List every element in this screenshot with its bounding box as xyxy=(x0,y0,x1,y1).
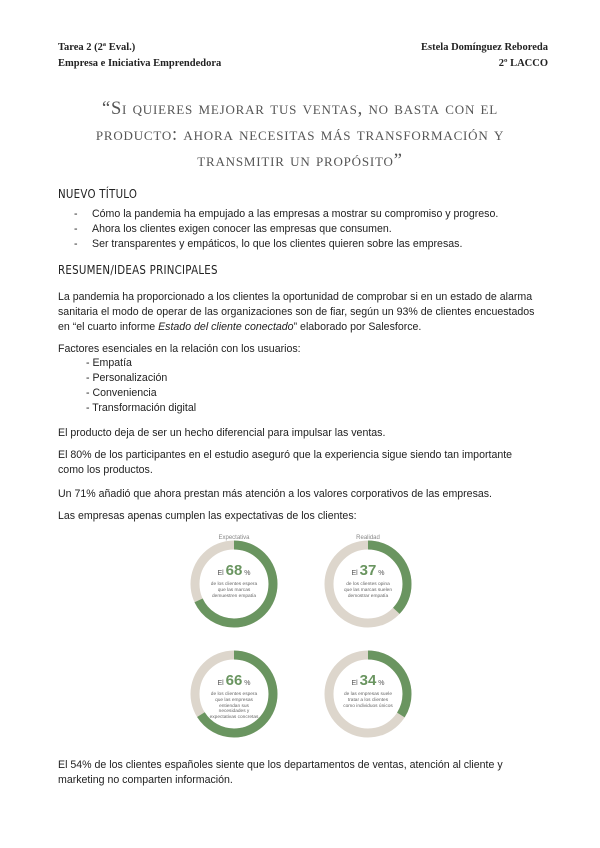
donut-value-label xyxy=(322,562,414,579)
donut-value: 37 xyxy=(359,562,377,579)
paragraph-80 xyxy=(58,448,558,478)
paragraph-line: El 54% de los clientes españoles siente que los departamentos de ventas, atención al cliente y xyxy=(58,759,503,771)
donut-value: 66 xyxy=(225,672,243,689)
donut-unit: % xyxy=(376,680,385,687)
title-line: transmitir un propósito” xyxy=(197,151,403,171)
bullet-text: Ahora los clientes exigen conocer las empresas que consumen. xyxy=(92,223,392,235)
bullet-item: - Ahora los clientes exigen conocer las empresas que consumen. xyxy=(74,223,392,235)
paragraph-pandemic xyxy=(58,290,558,335)
bullet-text: Cómo la pandemia ha empujado a las empresas a mostrar su compromiso y progreso. xyxy=(92,208,499,220)
factor-item: - Conveniencia xyxy=(86,387,157,399)
page-title xyxy=(30,96,570,174)
bullet-text: Ser transparentes y empáticos, lo que los clientes quieren sobre las empresas. xyxy=(92,238,463,250)
donut-center xyxy=(188,648,280,740)
paragraph-line xyxy=(58,320,558,335)
donut-value-label xyxy=(188,672,280,689)
donut-value-label xyxy=(188,562,280,579)
report-title: Estado del cliente conectado xyxy=(158,321,294,333)
section-heading-summary: RESUMEN/IDEAS PRINCIPALES xyxy=(58,262,218,277)
donut-center xyxy=(322,648,414,740)
paragraph-54 xyxy=(58,758,558,788)
donut-description: de los clientes espera que las empresas entiendan sus necesidades y expectativas concretas xyxy=(209,692,259,721)
donut-value-label xyxy=(322,672,414,689)
donut-center xyxy=(322,538,414,630)
donut-center xyxy=(188,538,280,630)
donut-unit: % xyxy=(242,570,251,577)
header-course: 2º LACCO xyxy=(498,58,548,69)
paragraph-expectations: Las empresas apenas cumplen las expectativas de los clientes: xyxy=(58,510,357,522)
donut-chart xyxy=(188,538,280,630)
donut-prefix: El xyxy=(217,570,226,577)
factors-intro: Factores esenciales en la relación con los usuarios: xyxy=(58,343,301,355)
donut-chart xyxy=(188,648,280,740)
donut-unit: % xyxy=(376,570,385,577)
title-line: “Si quieres mejorar tus ventas, no basta con el xyxy=(101,99,499,119)
chart-column-label: Realidad xyxy=(356,535,380,541)
factor-item: - Personalización xyxy=(86,372,168,384)
paragraph-line: como los productos. xyxy=(58,464,153,476)
donut-value: 68 xyxy=(225,562,243,579)
paragraph-71: Un 71% añadió que ahora prestan más atención a los valores corporativos de las empresas. xyxy=(58,488,493,500)
chart-column-label: Expectativa xyxy=(218,535,250,541)
donut-description: de los clientes espera que las marcas demuestren empatía xyxy=(210,582,258,599)
donut-chart xyxy=(322,648,414,740)
factor-item: - Transformación digital xyxy=(86,402,197,414)
donut-chart xyxy=(322,538,414,630)
paragraph-product: El producto deja de ser un hecho diferencial para impulsar las ventas. xyxy=(58,427,386,439)
factor-item: - Empatía xyxy=(86,357,132,369)
paragraph-line: La pandemia ha proporcionado a los clientes la oportunidad de comprobar si en un estado de alarma xyxy=(58,291,533,303)
text-run: en “el cuarto informe xyxy=(58,321,159,333)
paragraph-line: El 80% de los participantes en el estudio aseguró que la experiencia sigue siendo tan importante xyxy=(58,449,513,461)
paragraph-line: sanitaria el modo de operar de las organizaciones son de fiar, según un 93% de clientes encuestados xyxy=(58,306,535,318)
bullet-item: - Ser transparentes y empáticos, lo que los clientes quieren sobre las empresas. xyxy=(74,238,463,250)
donut-value: 34 xyxy=(359,672,377,689)
donut-unit: % xyxy=(242,680,251,687)
section-heading-new-title: NUEVO TÍTULO xyxy=(58,186,138,201)
donut-prefix: El xyxy=(217,680,226,687)
donut-prefix: El xyxy=(351,570,360,577)
title-line: producto: ahora necesitas más transformación y xyxy=(95,125,505,145)
header-subject: Empresa e Iniciativa Emprendedora xyxy=(58,58,222,69)
header-task: Tarea 2 (2ª Eval.) xyxy=(58,42,136,53)
donut-prefix: El xyxy=(351,680,360,687)
paragraph-line: marketing no comparten información. xyxy=(58,774,233,786)
donut-description: de los clientes opina que las marcas suelen demostrar empatía xyxy=(344,582,392,599)
header-author: Estela Domínguez Reboreda xyxy=(421,42,548,53)
donut-description: de las empresas suele tratar a los clientes como individuos únicos xyxy=(343,692,393,709)
text-run: ” elaborado por Salesforce. xyxy=(293,321,422,333)
bullet-item: - Cómo la pandemia ha empujado a las empresas a mostrar su compromiso y progreso. xyxy=(74,208,499,220)
